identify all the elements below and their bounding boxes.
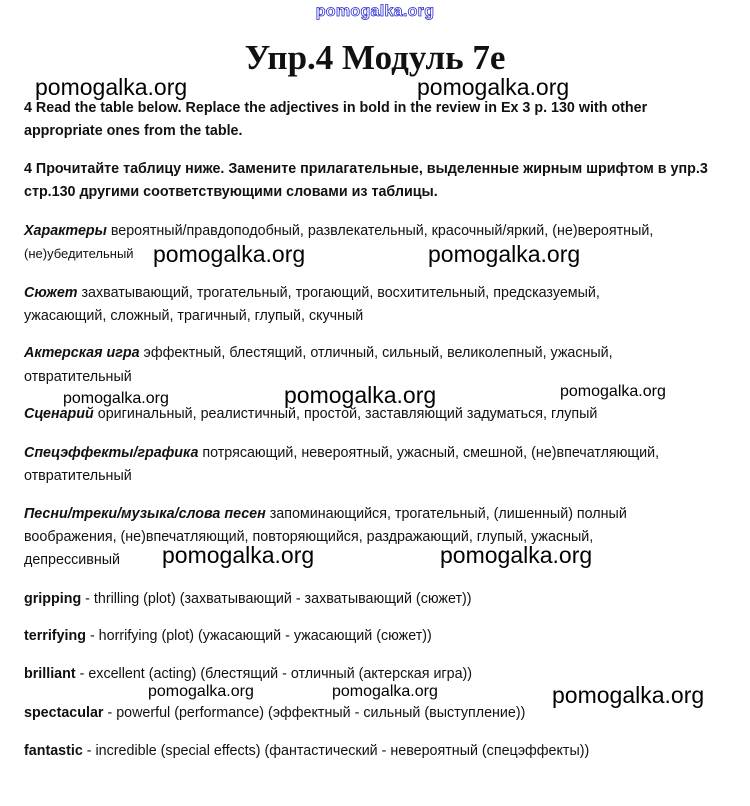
answer-word: spectacular (24, 705, 104, 721)
answer-text: - thrilling (plot) (захватывающий - захватывающий (сюжет)) (81, 591, 472, 607)
answer-spectacular (24, 703, 525, 723)
task-ru-line-1: 4 Прочитайте таблицу ниже. Замените прилагательные, выделенные жирным шрифтом в упр.3 (24, 161, 708, 177)
category-acting (24, 343, 613, 363)
task-ru-line-2: стр.130 другими соответствующими словами из таблицы. (24, 184, 438, 200)
category-text: вероятный/правдоподобный, развлекательный, красочный/яркий, (не)вероятный, (106, 223, 654, 239)
answer-word: terrifying (24, 628, 86, 644)
task-en-line-1: 4 Read the table below. Replace the adjectives in bold in the review in Ex 3 p. 130 with other (24, 100, 648, 116)
watermark: pomogalka.org (552, 682, 705, 708)
category-term: Песни/треки/музыка/слова песен (24, 506, 266, 522)
answer-text: - horrifying (plot) (ужасающий - ужасающий (сюжет)) (85, 628, 432, 644)
watermark: pomogalka.org (153, 241, 306, 267)
category-plot (24, 283, 600, 303)
answer-brilliant (24, 664, 472, 684)
answer-text: - excellent (acting) (блестящий - отличный (актерская игра)) (75, 666, 473, 682)
category-effects-line-2: отвратительный (24, 468, 132, 484)
answer-fantastic (24, 741, 589, 761)
page-title: Упр.4 Модуль 7е (244, 38, 506, 77)
category-text: захватывающий, трогательный, трогающий, восхитительный, предсказуемый, (77, 285, 600, 301)
header-watermark: pomogalka.org (315, 3, 435, 20)
category-songs-line-3: депрессивный (24, 552, 120, 568)
answer-gripping (24, 589, 472, 609)
category-term: Спецэффекты/графика (24, 445, 199, 461)
answer-text: - incredible (special effects) (фантастический - невероятный (спецэффекты)) (82, 743, 590, 759)
category-term: Сценарий (24, 406, 94, 422)
category-text: потрясающий, невероятный, ужасный, смешной, (не)впечатляющий, (198, 445, 660, 461)
watermark: pomogalka.org (35, 74, 188, 100)
answer-word: fantastic (24, 743, 83, 759)
watermark: pomogalka.org (332, 683, 438, 700)
task-en-line-2: appropriate ones from the table. (24, 123, 243, 139)
watermark: pomogalka.org (440, 542, 593, 568)
watermark: pomogalka.org (284, 382, 437, 408)
answer-terrifying (24, 626, 432, 646)
answer-text: - powerful (performance) (эффектный - сильный (выступление)) (103, 705, 526, 721)
category-songs (24, 504, 627, 524)
watermark: pomogalka.org (162, 542, 315, 568)
watermark: pomogalka.org (428, 241, 581, 267)
category-plot-line-2: ужасающий, сложный, трагичный, глупый, скучный (24, 308, 364, 324)
category-text: эффектный, блестящий, отличный, сильный, великолепный, ужасный, (139, 345, 613, 361)
watermark: pomogalka.org (417, 74, 570, 100)
category-text: оригинальный, реалистичный, простой, заставляющий задуматься, глупый (93, 406, 598, 422)
category-term: Характеры (24, 223, 107, 239)
category-effects (24, 443, 659, 463)
watermark: pomogalka.org (63, 390, 169, 407)
category-songs-line-2: воображения, (не)впечатляющий, повторяющийся, раздражающий, глупый, ужасный, (24, 529, 594, 545)
category-characters-line-2: (не)убедительный (24, 246, 134, 261)
category-term: Сюжет (24, 285, 78, 301)
category-term: Актерская игра (24, 345, 140, 361)
category-acting-line-2: отвратительный (24, 369, 132, 385)
answer-word: brilliant (24, 666, 76, 682)
watermark: pomogalka.org (560, 383, 666, 400)
watermark: pomogalka.org (148, 683, 254, 700)
category-characters (24, 221, 653, 241)
answer-word: gripping (24, 591, 82, 607)
category-text: запоминающийся, трогательный, (лишенный) полный (265, 506, 627, 522)
